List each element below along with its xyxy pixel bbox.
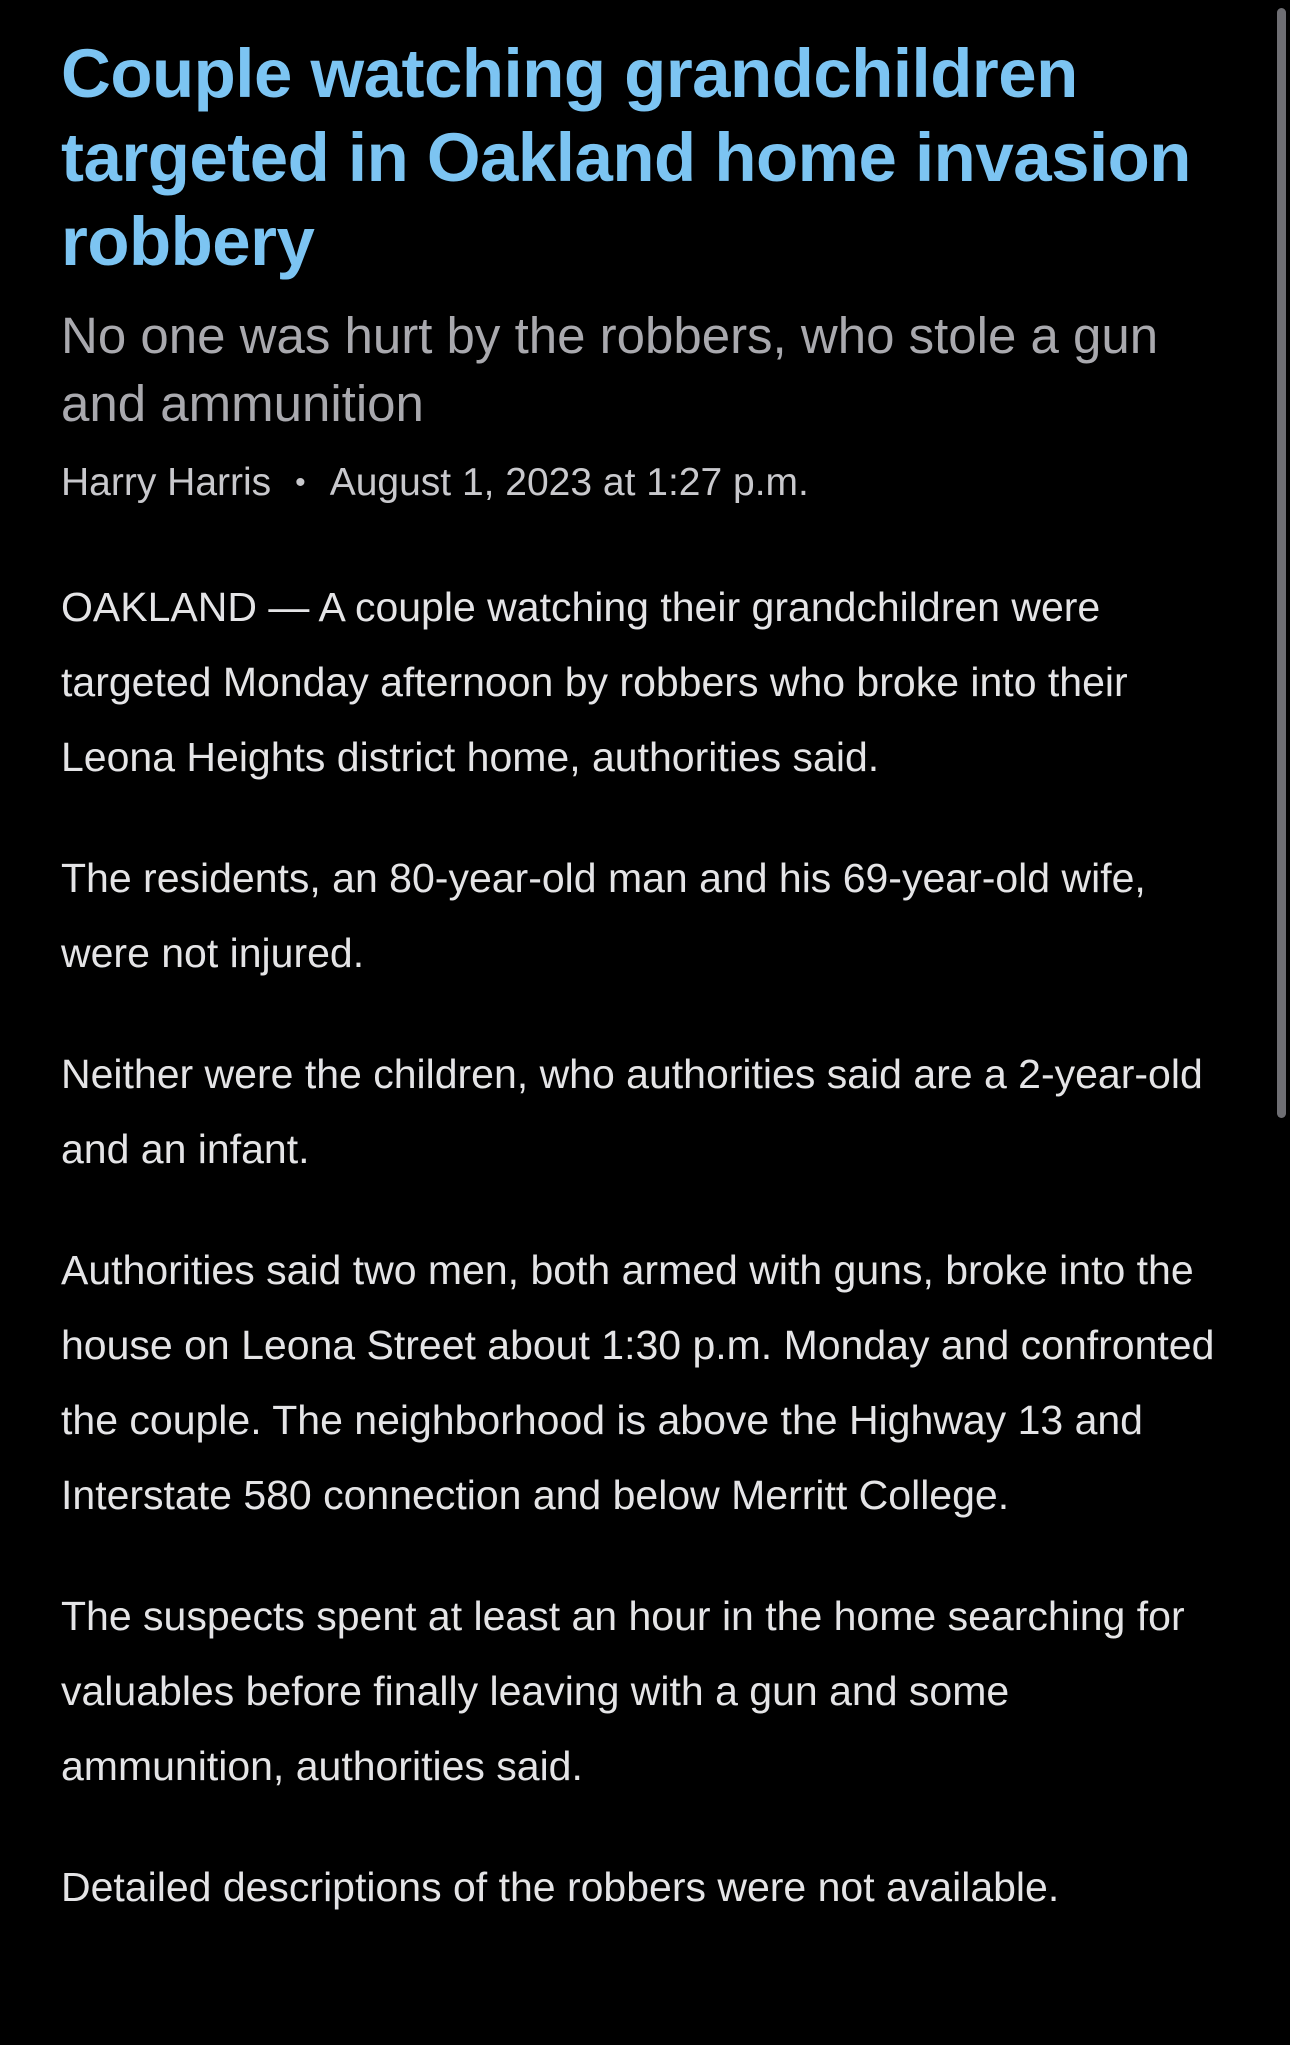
scrollbar[interactable] bbox=[1272, 0, 1290, 2045]
byline bbox=[61, 458, 1236, 508]
article-paragraph: The suspects spent at least an hour in the home searching for valuables before finally leaving with a gun and some ammunition, authorities said. bbox=[61, 1593, 1185, 1789]
article bbox=[61, 32, 1236, 1971]
byline-separator: • bbox=[295, 466, 306, 499]
article-paragraph: The residents, an 80-year-old man and his 69-year-old wife, were not injured. bbox=[61, 855, 1146, 976]
article-paragraph: Neither were the children, who authorities said are a 2-year-old and an infant. bbox=[61, 1051, 1203, 1172]
publish-timestamp: August 1, 2023 at 1:27 p.m. bbox=[329, 461, 809, 504]
article-paragraph: Authorities said two men, both armed with guns, broke into the house on Leona Street about 1:30 p.m. Monday and confronted the couple. The neighborhood is above the Highway 13 and Interstate 580 connection and below Merritt College. bbox=[61, 1247, 1215, 1518]
scrollbar-thumb[interactable] bbox=[1277, 8, 1286, 1118]
article-paragraph: OAKLAND — A couple watching their grandchildren were targeted Monday afternoon by robbers who broke into their Leona Heights district home, authorities said. bbox=[61, 584, 1128, 780]
article-headline: Couple watching grandchildren targeted in Oakland home invasion robbery bbox=[61, 35, 1191, 280]
article-body bbox=[61, 570, 1236, 1925]
author-name[interactable]: Harry Harris bbox=[61, 461, 272, 504]
article-paragraph: Detailed descriptions of the robbers were not available. bbox=[61, 1864, 1060, 1910]
article-subheadline: No one was hurt by the robbers, who stole a gun and ammunition bbox=[61, 307, 1159, 432]
